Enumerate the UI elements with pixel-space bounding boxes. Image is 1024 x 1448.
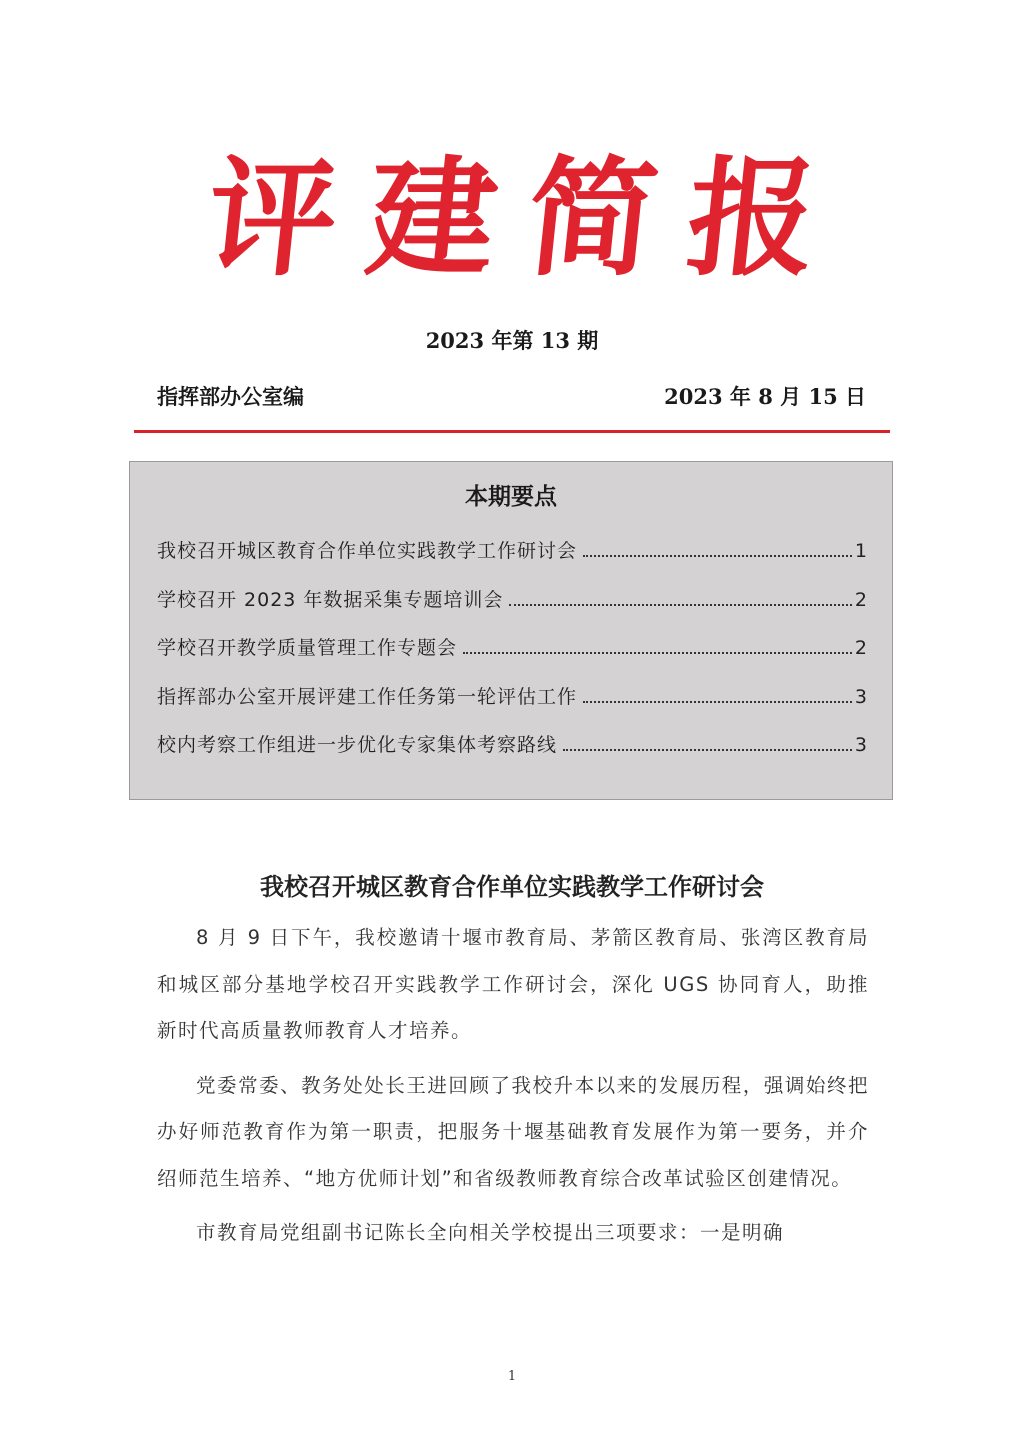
toc-item-page: 2 <box>854 588 867 611</box>
publish-date: 2023 年 8 月 15 日 <box>664 384 866 409</box>
toc-item[interactable] <box>157 633 867 682</box>
issue-number: 2023 年第 13 期 <box>425 328 599 353</box>
masthead-char: 报 <box>680 145 824 294</box>
toc-item-text: 学校召开 2023 年数据采集专题培训会 <box>157 588 504 611</box>
editor-line: 指挥部办公室编 <box>157 385 304 409</box>
toc-leader-dots <box>509 603 851 606</box>
masthead-char: 简 <box>520 145 664 294</box>
toc-title: 本期要点 <box>465 484 557 510</box>
masthead-char: 评 <box>200 145 344 294</box>
article-paragraph: 8 月 9 日下午，我校邀请十堰市教育局、茅箭区教育局、张湾区教育局和城区部分基地学校召开实践教学工作研讨会，深化 UGS 协同育人，助推新时代高质量教师教育人才培养。 <box>157 926 869 1042</box>
toc-list <box>157 536 867 779</box>
toc-item-page: 2 <box>854 637 867 659</box>
toc-leader-dots <box>583 700 852 703</box>
toc-box <box>129 461 893 800</box>
toc-item[interactable] <box>157 682 867 731</box>
toc-leader-dots <box>463 651 852 654</box>
masthead-char: 建 <box>360 145 504 294</box>
toc-item-page: 3 <box>854 734 867 756</box>
toc-item-text: 学校召开教学质量管理工作专题会 <box>157 637 458 659</box>
toc-item-text: 校内考察工作组进一步优化专家集体考察路线 <box>157 734 558 756</box>
article-paragraph: 市教育局党组副书记陈长全向相关学校提出三项要求：一是明确 <box>196 1221 785 1244</box>
toc-leader-dots <box>583 554 852 557</box>
toc-leader-dots <box>563 748 852 751</box>
header-divider <box>134 430 890 433</box>
masthead-title <box>0 145 1024 295</box>
page-number: 1 <box>507 1369 517 1384</box>
toc-item-text: 我校召开城区教育合作单位实践教学工作研讨会 <box>157 540 578 562</box>
toc-item-page: 3 <box>854 685 867 708</box>
article-title: 我校召开城区教育合作单位实践教学工作研讨会 <box>260 872 764 901</box>
toc-item[interactable] <box>157 536 867 585</box>
toc-item[interactable] <box>157 730 867 779</box>
toc-item-page: 1 <box>854 540 867 562</box>
article-body <box>157 915 869 1265</box>
toc-item-text: 指挥部办公室开展评建工作任务第一轮评估工作 <box>157 685 578 708</box>
toc-item[interactable] <box>157 585 867 634</box>
article-paragraph: 党委常委、教务处处长王进回顾了我校升本以来的发展历程，强调始终把办好师范教育作为第一职责，把服务十堰基础教育发展作为第一要务，并介绍师范生培养、“地方优师计划”和省级教师教育综合改革试验区创建情况。 <box>157 1073 869 1190</box>
